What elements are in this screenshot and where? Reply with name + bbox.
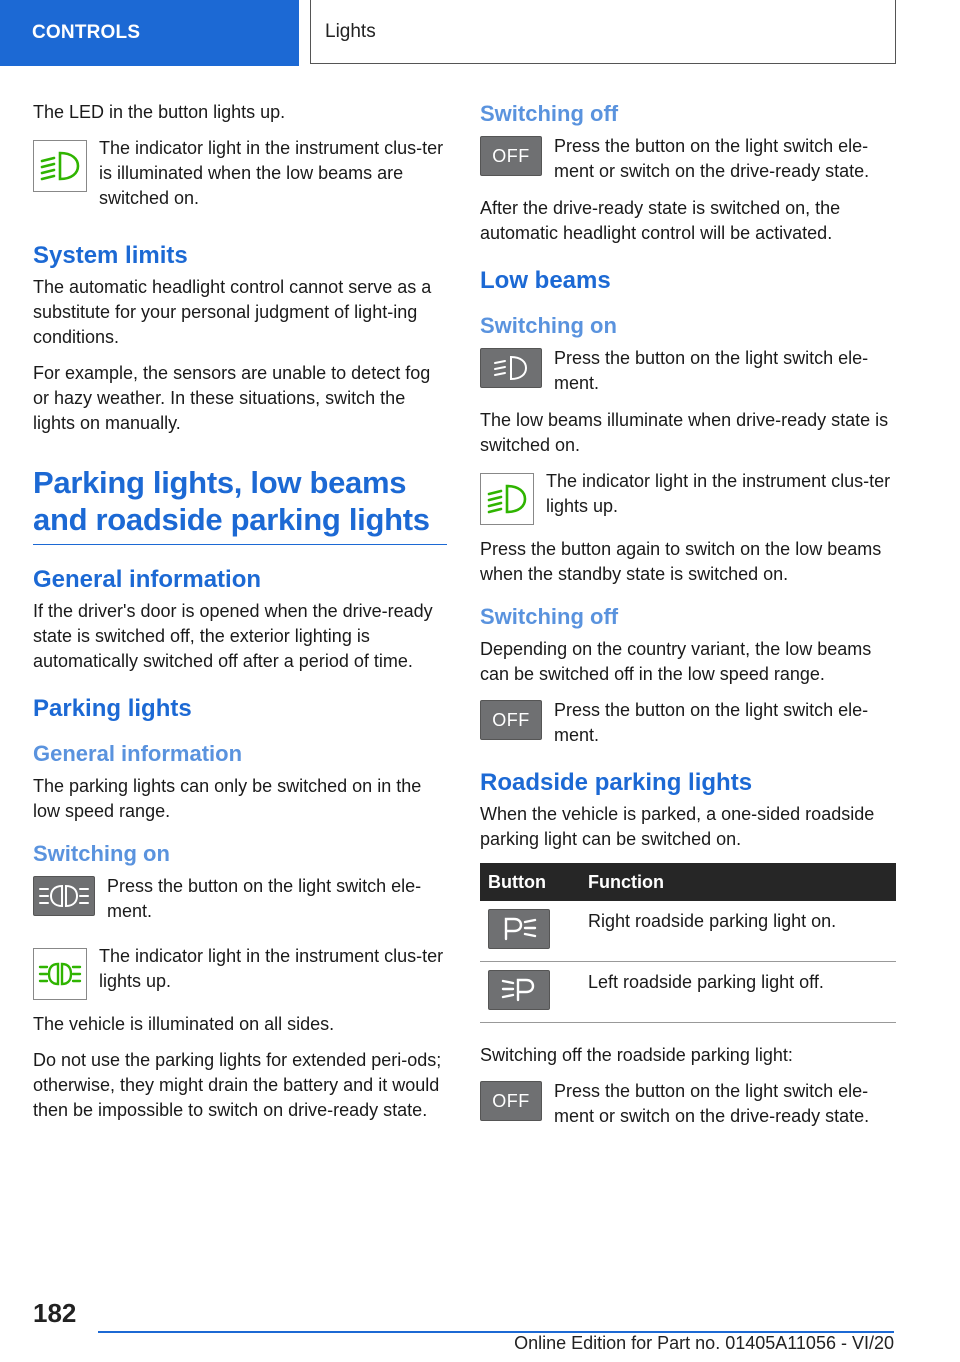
roadside-switch-off-row [480,1079,896,1129]
switch-off-text: Press the button on the light switch ele-ment or switch on the drive-ready state. [554,136,870,181]
system-limits-heading: System limits [33,242,188,269]
low-beam-indicator-row [33,136,447,211]
main-section-heading: Parking lights, low beams and roadside parking lights [33,464,447,545]
page-header [0,0,960,66]
left-roadside-button-icon [488,970,550,1010]
table-cell-function: Left roadside parking light off. [580,962,896,1023]
parking-indicator-row [33,944,447,1000]
parking-switch-on-text: Press the button on the light switch ele-ment. [107,876,422,921]
low-beam-button-icon [480,348,542,388]
off-button-icon-3: OFF [480,1081,542,1121]
parking-lights-heading: Parking lights [33,695,192,722]
parking-light-indicator-icon [33,948,87,1000]
parking-general-p: The parking lights can only be switched on in the low speed range. [33,776,422,821]
low-beam-indicator-icon-2 [480,473,534,525]
low-beams-indicator-text: The indicator light in the instrument clus-ter lights up. [546,471,891,516]
low-beams-switch-off-heading: Switching off [480,604,619,629]
roadside-heading: Roadside parking lights [480,769,753,796]
off-button-icon: OFF [480,136,542,176]
page-number: 182 [33,1298,77,1328]
after-drive-ready-paragraph: After the drive-ready state is switched on, the automatic headlight control will be activated. [480,198,841,243]
low-beams-heading: Low beams [480,267,611,294]
section-tab: CONTROLS [0,0,299,66]
roadside-switch-off-paragraph: Switching off the roadside parking light: [480,1045,793,1065]
switching-off-heading: Switching off [480,101,619,126]
low-beams-switch-off-text: Press the button on the light switch ele-ment. [554,700,869,745]
general-info-p1: If the driver's door is opened when the drive-ready state is switched off, the exterior lighting is automatically switched off after a period of time. [33,601,433,671]
parking-indicator-text: The indicator light in the instrument clus-ter lights up. [99,946,444,991]
low-beams-switch-off-row [480,698,896,748]
switch-off-row [480,134,896,184]
low-beams-switch-on-text: Press the button on the light switch ele-ment. [554,348,869,393]
all-sides-paragraph: The vehicle is illuminated on all sides. [33,1014,335,1034]
chapter-title: Lights [310,0,896,64]
right-roadside-button-icon [488,909,550,949]
table-row [480,962,896,1023]
edition-text: Online Edition for Part no. 01405A11056 - VI/20 [514,1333,894,1353]
parking-switch-on-row [33,874,447,924]
roadside-intro-paragraph: When the vehicle is parked, a one-sided roadside parking light can be switched on. [480,804,875,849]
low-beams-switch-on-heading: Switching on [480,313,617,338]
table-cell-button [480,901,580,962]
press-again-paragraph: Press the button again to switch on the low beams when the standby state is switched on. [480,539,882,584]
parking-general-heading: General information [33,741,243,766]
parking-light-button-icon [33,876,95,916]
table-header-function: Function [580,863,896,901]
low-beam-indicator-text: The indicator light in the instrument clus-ter is illuminated when the low beams are switched on. [99,138,444,208]
low-beams-indicator-row [480,469,896,525]
table-cell-function: Right roadside parking light on. [580,901,896,962]
system-limits-p1: The automatic headlight control cannot serve as a substitute for your personal judgment of light-ing conditions. [33,277,432,347]
table-header-row [480,863,896,901]
general-info-heading: General information [33,566,262,593]
low-beams-illuminate-paragraph: The low beams illuminate when drive-ready state is switched on. [480,410,889,455]
table-header-button: Button [480,863,580,901]
roadside-table [480,863,896,1023]
led-paragraph: The LED in the button lights up. [33,102,286,122]
low-beams-switch-on-row [480,346,896,396]
country-variant-paragraph: Depending on the country variant, the low beams can be switched off in the low speed range. [480,639,872,684]
parking-switch-on-heading: Switching on [33,841,170,866]
system-limits-p2: For example, the sensors are unable to detect fog or hazy weather. In these situations, switch the lights on manually. [33,363,431,433]
roadside-switch-off-text: Press the button on the light switch ele-ment or switch on the drive-ready state. [554,1081,870,1126]
left-column [33,100,447,1134]
battery-warning-paragraph: Do not use the parking lights for extended peri-ods; otherwise, they might drain the battery and it would then be impossible to switch on drive-ready state. [33,1050,442,1120]
table-row [480,901,896,962]
table-cell-button [480,962,580,1023]
right-column [480,100,896,1141]
low-beam-indicator-icon [33,140,87,192]
off-button-icon-2: OFF [480,700,542,740]
